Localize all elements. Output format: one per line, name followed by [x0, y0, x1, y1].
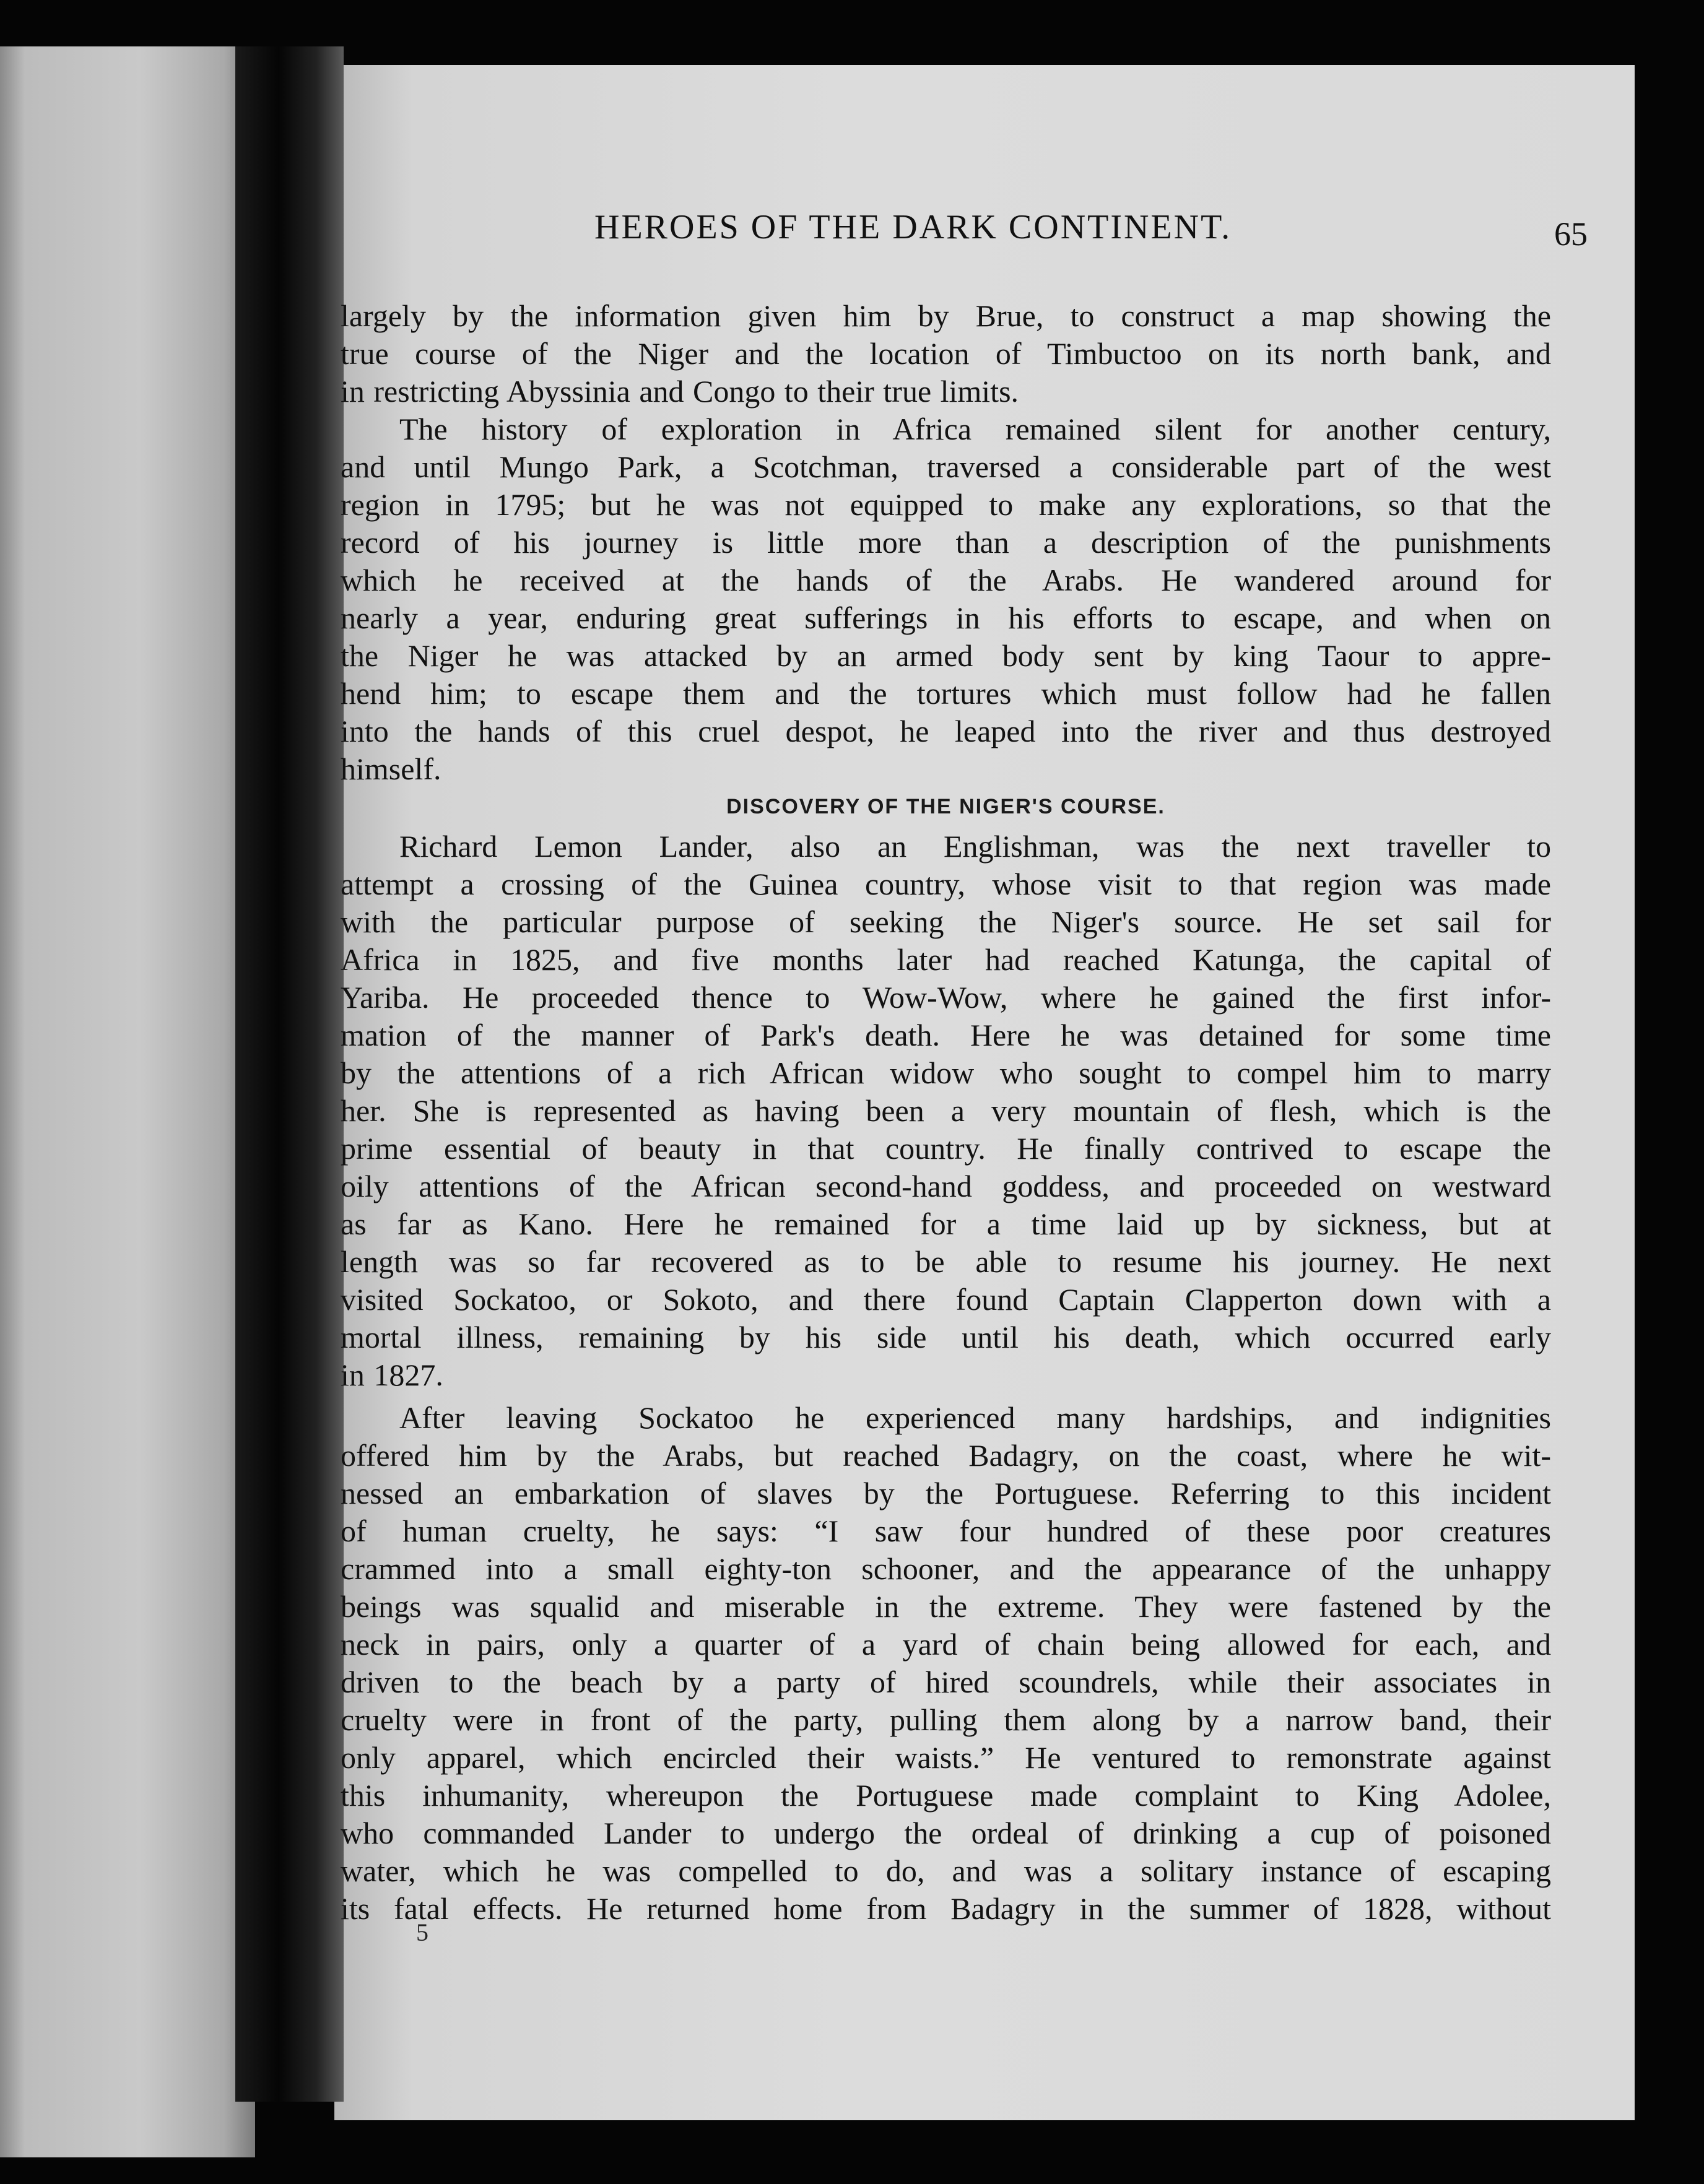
- text-line: visited Sockatoo, or Sokoto, and there found Captain Clapperton down with a: [341, 1282, 1551, 1317]
- text-line: only apparel, which encircled their waists.” He ventured to remonstrate against: [341, 1740, 1551, 1775]
- signature-mark: 5: [416, 1918, 428, 1946]
- page-body: [341, 297, 1551, 1928]
- text-line: the Niger he was attacked by an armed body sent by king Taour to appre-: [341, 638, 1551, 673]
- text-line: water, which he was compelled to do, and was a solitary instance of escaping: [341, 1853, 1551, 1888]
- paragraph-2: [341, 410, 1551, 788]
- facing-page-edge: [0, 46, 255, 2157]
- text-line: himself.: [341, 752, 441, 786]
- text-line: largely by the information given him by Brue, to construct a map showing the: [341, 298, 1551, 333]
- text-line: cruelty were in front of the party, pulling them along by a narrow band, their: [341, 1702, 1551, 1737]
- text-line: prime essential of beauty in that country. He finally contrived to escape the: [341, 1131, 1551, 1166]
- text-line: Africa in 1825, and five months later had reached Katunga, the capital of: [341, 942, 1551, 977]
- text-line: oily attentions of the African second-hand goddess, and proceeded on westward: [341, 1169, 1551, 1203]
- page-number: 65: [1554, 215, 1588, 253]
- text-line: After leaving Sockatoo he experienced many hardships, and indignities: [399, 1400, 1551, 1435]
- text-line: into the hands of this cruel despot, he leaped into the river and thus destroyed: [341, 714, 1551, 748]
- text-line: which he received at the hands of the Arabs. He wandered around for: [341, 563, 1551, 597]
- text-line: nearly a year, enduring great sufferings in his efforts to escape, and when on: [341, 600, 1551, 635]
- text-line: mation of the manner of Park's death. Here he was detained for some time: [341, 1018, 1551, 1052]
- facing-page-shadow: [0, 46, 25, 2157]
- text-line: nessed an embarkation of slaves by the Portuguese. Referring to this incident: [341, 1476, 1551, 1510]
- text-line: Yariba. He proceeded thence to Wow-Wow, where he gained the first infor-: [341, 980, 1551, 1015]
- text-line: The history of exploration in Africa remained silent for another century,: [399, 412, 1551, 446]
- text-line: mortal illness, remaining by his side until his death, which occurred early: [341, 1320, 1551, 1354]
- running-title: HEROES OF THE DARK CONTINENT.: [594, 208, 1232, 246]
- text-line: this inhumanity, whereupon the Portuguese made complaint to King Adolee,: [341, 1778, 1551, 1813]
- text-line: attempt a crossing of the Guinea country, whose visit to that region was made: [341, 867, 1551, 901]
- paragraph-3: [341, 828, 1551, 1394]
- text-line: by the attentions of a rich African widow who sought to compel him to marry: [341, 1055, 1551, 1090]
- text-line: her. She is represented as having been a very mountain of flesh, which is the: [341, 1093, 1551, 1128]
- text-line: hend him; to escape them and the tortures which must follow had he fallen: [341, 676, 1551, 711]
- text-line: who commanded Lander to undergo the ordeal of drinking a cup of poisoned: [341, 1816, 1551, 1850]
- text-line: Richard Lemon Lander, also an Englishman, was the next traveller to: [399, 829, 1551, 864]
- paragraph-4: [341, 1399, 1551, 1928]
- section-heading: DISCOVERY OF THE NIGER'S COURSE.: [726, 795, 1165, 818]
- text-line: length was so far recovered as to be able to resume his journey. He next: [341, 1244, 1551, 1279]
- text-line: offered him by the Arabs, but reached Badagry, on the coast, where he wit-: [341, 1438, 1551, 1473]
- paragraph-1: [341, 297, 1551, 410]
- text-line: with the particular purpose of seeking the Niger's source. He set sail for: [341, 904, 1551, 939]
- text-line: true course of the Niger and the location of Timbuctoo on its north bank, and: [341, 336, 1551, 371]
- text-line: driven to the beach by a party of hired scoundrels, while their associates in: [341, 1665, 1551, 1699]
- text-line: record of his journey is little more than a description of the punishments: [341, 525, 1551, 560]
- book-gutter-shadow: [235, 46, 344, 2102]
- text-line: beings was squalid and miserable in the extreme. They were fastened by the: [341, 1589, 1551, 1624]
- text-line: neck in pairs, only a quarter of a yard of chain being allowed for each, and: [341, 1627, 1551, 1662]
- text-line: its fatal effects. He returned home from Badagry in the summer of 1828, without: [341, 1891, 1551, 1926]
- text-line: crammed into a small eighty-ton schooner, and the appearance of the unhappy: [341, 1551, 1551, 1586]
- text-line: in 1827.: [341, 1358, 443, 1392]
- text-line: of human cruelty, he says: “I saw four hundred of these poor creatures: [341, 1514, 1551, 1548]
- text-line: in restricting Abyssinia and Congo to their true limits.: [341, 374, 1019, 409]
- text-line: as far as Kano. Here he remained for a time laid up by sickness, but at: [341, 1207, 1551, 1241]
- text-line: region in 1795; but he was not equipped to make any explorations, so that the: [341, 487, 1551, 522]
- text-line: and until Mungo Park, a Scotchman, traversed a considerable part of the west: [341, 449, 1551, 484]
